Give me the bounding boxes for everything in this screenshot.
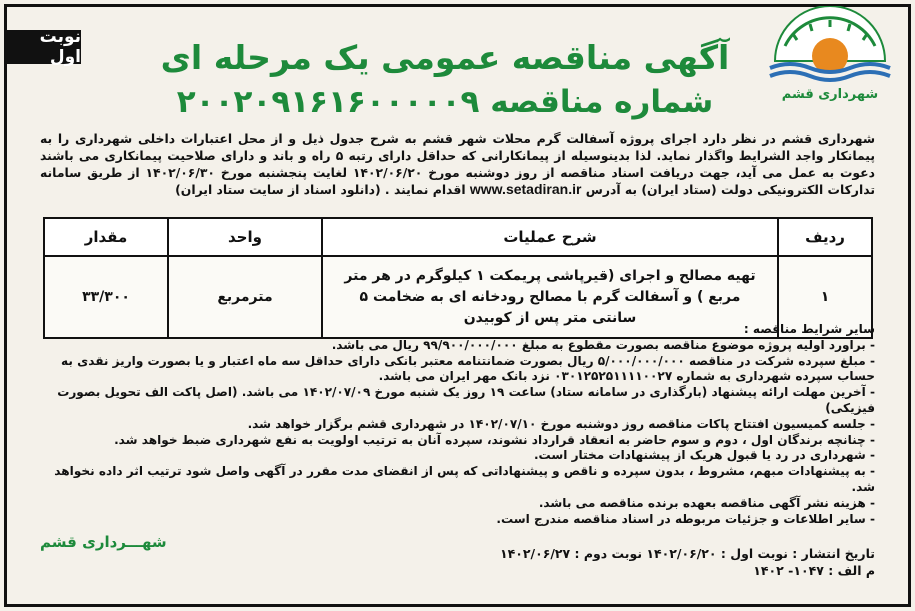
tender-conditions — [40, 322, 875, 527]
conditions-heading: سایر شرایط مناقصه : — [743, 322, 875, 336]
cell-quantity: ۳۳/۳۰۰ — [44, 256, 168, 338]
logo-caption: شهرداری قشم — [781, 87, 879, 102]
table-header-row — [44, 218, 872, 256]
list-item: - برآورد اولیه پروژه موضوع مناقصه بصورت مقطوع به مبلغ ۹۹/۹۰۰/۰۰۰/۰۰۰ ریال می باشد. — [40, 338, 875, 354]
intro-paragraph — [40, 130, 875, 198]
conditions-list — [40, 338, 875, 528]
publication-round-badge: نوبت اول — [6, 30, 81, 64]
notice-title: آگهی مناقصه عمومی یک مرحله ای — [160, 38, 730, 77]
list-item: - هزینه نشر آگهی مناقصه بعهده برنده مناقصه می باشد. — [40, 496, 875, 512]
cell-unit: مترمربع — [168, 256, 322, 338]
logo-icon — [755, 6, 905, 106]
operations-table — [43, 217, 873, 339]
cell-description: تهیه مصالح و اجرای (قیرپاشی پریمکت ۱ کیلوگرم در هر متر مربع ) و آسفالت گرم با مصالح رودخانه ای به ضخامت ۵ سانتی متر پس از کوبیدن — [322, 256, 778, 338]
header-quantity: مقدار — [44, 218, 168, 256]
publication-info — [500, 545, 875, 579]
publication-dates: تاریخ انتشار : نوبت اول : ۱۴۰۲/۰۶/۲۰ نوبت دوم : ۱۴۰۲/۰۶/۲۷ — [499, 546, 875, 561]
list-item: - سایر اطلاعات و جزئیات مربوطه در اسناد مناقصه مندرج است. — [40, 512, 875, 528]
header-row-number: ردیف — [778, 218, 872, 256]
list-item: - به پیشنهادات مبهم، مشروط ، بدون سپرده و ناقص و پیشنهاداتی که پس از انقضای مدت مقرر در آگهی واصل شود ترتیب اثر داده نخواهد شد. — [40, 464, 875, 496]
cell-row-number: ۱ — [778, 256, 872, 338]
tender-number: شماره مناقصه ۲۰۰۲۰۹۱۶۱۶۰۰۰۰۰۹ — [176, 84, 714, 120]
intro-tail: اقدام نمایند . (دانلود اسناد از سایت ستاد ایران) — [175, 182, 466, 197]
website-link[interactable]: www.setadiran.ir — [469, 181, 582, 197]
list-item: - جلسه کمیسیون افتتاح پاکات مناقصه روز دوشنبه مورخ ۱۴۰۲/۰۷/۱۰ در شهرداری قشم برگزار خواهد شد. — [40, 417, 875, 433]
signature: شهـــرداری قشم — [40, 533, 167, 551]
intro-text: شهرداری قشم در نظر دارد اجرای پروژه آسفالت گرم محلات شهر قشم به شرح جدول ذیل و از محل اعتبارات داخلی شهرداری را به پیمانکار واجد الشرایط واگذار نماید. لذا بدینوسیله از پیمانکارانی که حداقل دارای رتبه ۵ راه و باند و دارای صلاحیت پیمانکاری می باشند دعوت به عمل می آید، جهت دریافت اسناد مناقصه از روز دوشنبه مورخ ۱۴۰۲/۰۶/۲۰ لغایت پنجشنبه مورخ ۱۴۰۲/۰۶/۳۰ از طریق سامانه تدارکات الکترونیکی دولت (ستاد ایران) به آدرس — [40, 131, 875, 197]
municipality-logo — [755, 6, 905, 106]
list-item: - شهرداری در رد یا قبول هریک از پیشنهادات مختار است. — [40, 448, 875, 464]
header-unit: واحد — [168, 218, 322, 256]
list-item: - آخرین مهلت ارائه پیشنهاد (بارگذاری در سامانه ستاد) ساعت ۱۹ روز یک شنبه مورخ ۱۴۰۲/۰۷/۰۹ می باشد. (اصل پاکت الف تحویل بصورت فیزیکی) — [40, 385, 875, 417]
list-item: - مبلغ سپرده شرکت در مناقصه ۵/۰۰۰/۰۰۰/۰۰۰ ریال بصورت ضمانتنامه معتبر بانکی دارای حداقل سه ماه اعتبار و یا بصورت واریز نقدی به حساب سپرده شهرداری به شماره ۰۳۰۱۲۵۲۵۱۱۱۱۰۰۲۷ نزد بانک مهر ایران می باشد. — [40, 354, 875, 386]
reference-number: م الف : ۱۰۴۷- ۱۴۰۲ — [753, 563, 875, 578]
header-description: شرح عملیات — [322, 218, 778, 256]
list-item: - چنانچه برندگان اول ، دوم و سوم حاضر به انعقاد قرارداد نشوند، سپرده آنان به ترتیب اولویت به نفع شهرداری ضبط خواهد شد. — [40, 433, 875, 449]
